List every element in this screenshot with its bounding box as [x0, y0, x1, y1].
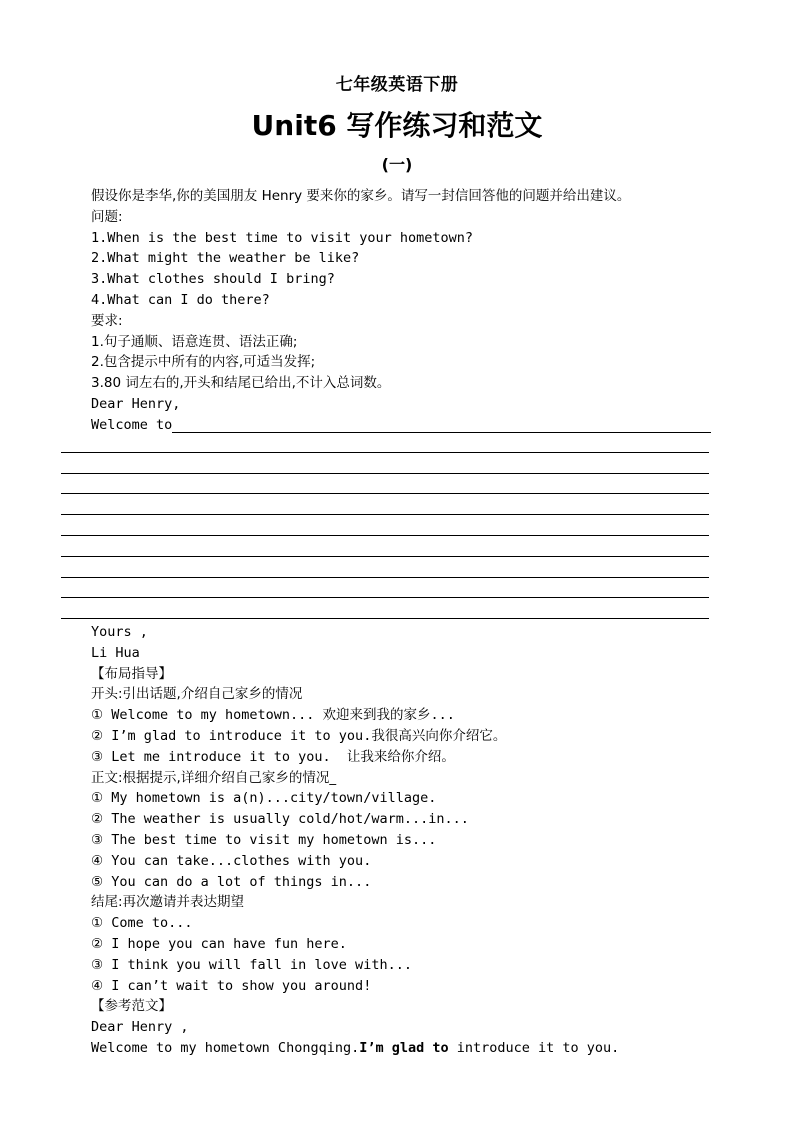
letter-name: Li Hua [91, 644, 140, 661]
opening-item: ② I’m glad to introduce it to you.我很高兴向你介绍它。 [91, 727, 507, 744]
writing-line[interactable] [61, 514, 709, 515]
sample-bold-phrase: I’m glad to [359, 1039, 449, 1056]
sample-greeting: Dear Henry , [91, 1019, 189, 1036]
unit-title: Unit6 写作练习和范文 [251, 109, 543, 142]
ending-item: ② I hope you can have fun here. [91, 935, 347, 952]
body-item: ④ You can take...clothes with you. [91, 852, 372, 869]
grade-title: 七年级英语下册 [335, 75, 459, 95]
guide-heading: 【布局指导】 [91, 665, 172, 682]
writing-line[interactable] [61, 493, 709, 494]
body-label: 正文:根据提示,详细介绍自己家乡的情况_ [91, 769, 337, 786]
welcome-writing-line[interactable] [91, 415, 711, 435]
opening-label: 开头:引出话题,介绍自己家乡的情况 [91, 686, 303, 703]
section-number: (一) [381, 155, 413, 174]
body-item: ② The weather is usually cold/hot/warm...in... [91, 811, 469, 828]
letter-greeting: Dear Henry, [91, 395, 181, 412]
requirement-item: 2.包含提示中所有的内容,可适当发挥; [91, 354, 316, 371]
welcome-opening: Welcome to [91, 417, 173, 433]
writing-line[interactable] [61, 473, 709, 474]
sample-text: Welcome to my hometown Chongqing. [91, 1039, 360, 1056]
letter-sign-off: Yours , [91, 624, 148, 640]
requirement-item: 1.句子通顺、语意连贯、语法正确; [91, 333, 298, 350]
writing-line[interactable] [61, 535, 709, 536]
ending-item: ① Come to... [91, 915, 193, 932]
writing-line[interactable] [61, 577, 709, 578]
body-item: ① My hometown is a(n)...city/town/village. [91, 790, 437, 807]
writing-line[interactable] [61, 618, 709, 619]
requirement-item: 3.80 词左右的,开头和结尾已给出,不计入总词数。 [91, 375, 391, 392]
opening-item: ① Welcome to my hometown... 欢迎来到我的家乡... [91, 707, 455, 724]
task-block [91, 186, 731, 415]
questions-label: 问题: [91, 208, 123, 225]
writing-underline [172, 432, 711, 433]
sample-heading: 【参考范文】 [91, 998, 172, 1015]
body-item: ⑤ You can do a lot of things in... [91, 873, 372, 890]
writing-line[interactable] [61, 452, 709, 453]
body-item: ③ The best time to visit my hometown is... [91, 831, 437, 848]
question-item: 2.What might the weather be like? [91, 250, 360, 267]
question-item: 1.When is the best time to visit your hometown? [91, 229, 474, 246]
ending-item: ③ I think you will fall in love with... [91, 956, 412, 973]
ending-item: ④ I can’t wait to show you around! [91, 977, 372, 994]
question-item: 3.What clothes should I bring? [91, 271, 335, 288]
task-prompt: 假设你是李华,你的美国朋友 Henry 要来你的家乡。请写一封信回答他的问题并给出建议。 [91, 188, 631, 204]
ending-label: 结尾:再次邀请并表达期望 [91, 894, 245, 911]
requirements-label: 要求: [91, 312, 123, 329]
writing-line[interactable] [61, 597, 709, 598]
sample-line [91, 1038, 731, 1059]
writing-line[interactable] [61, 556, 709, 557]
sample-text: introduce it to you. [448, 1039, 620, 1056]
question-item: 4.What can I do there? [91, 291, 270, 308]
opening-item: ③ Let me introduce it to you. 让我来给你介绍。 [91, 748, 455, 765]
guide-block [91, 622, 731, 1059]
